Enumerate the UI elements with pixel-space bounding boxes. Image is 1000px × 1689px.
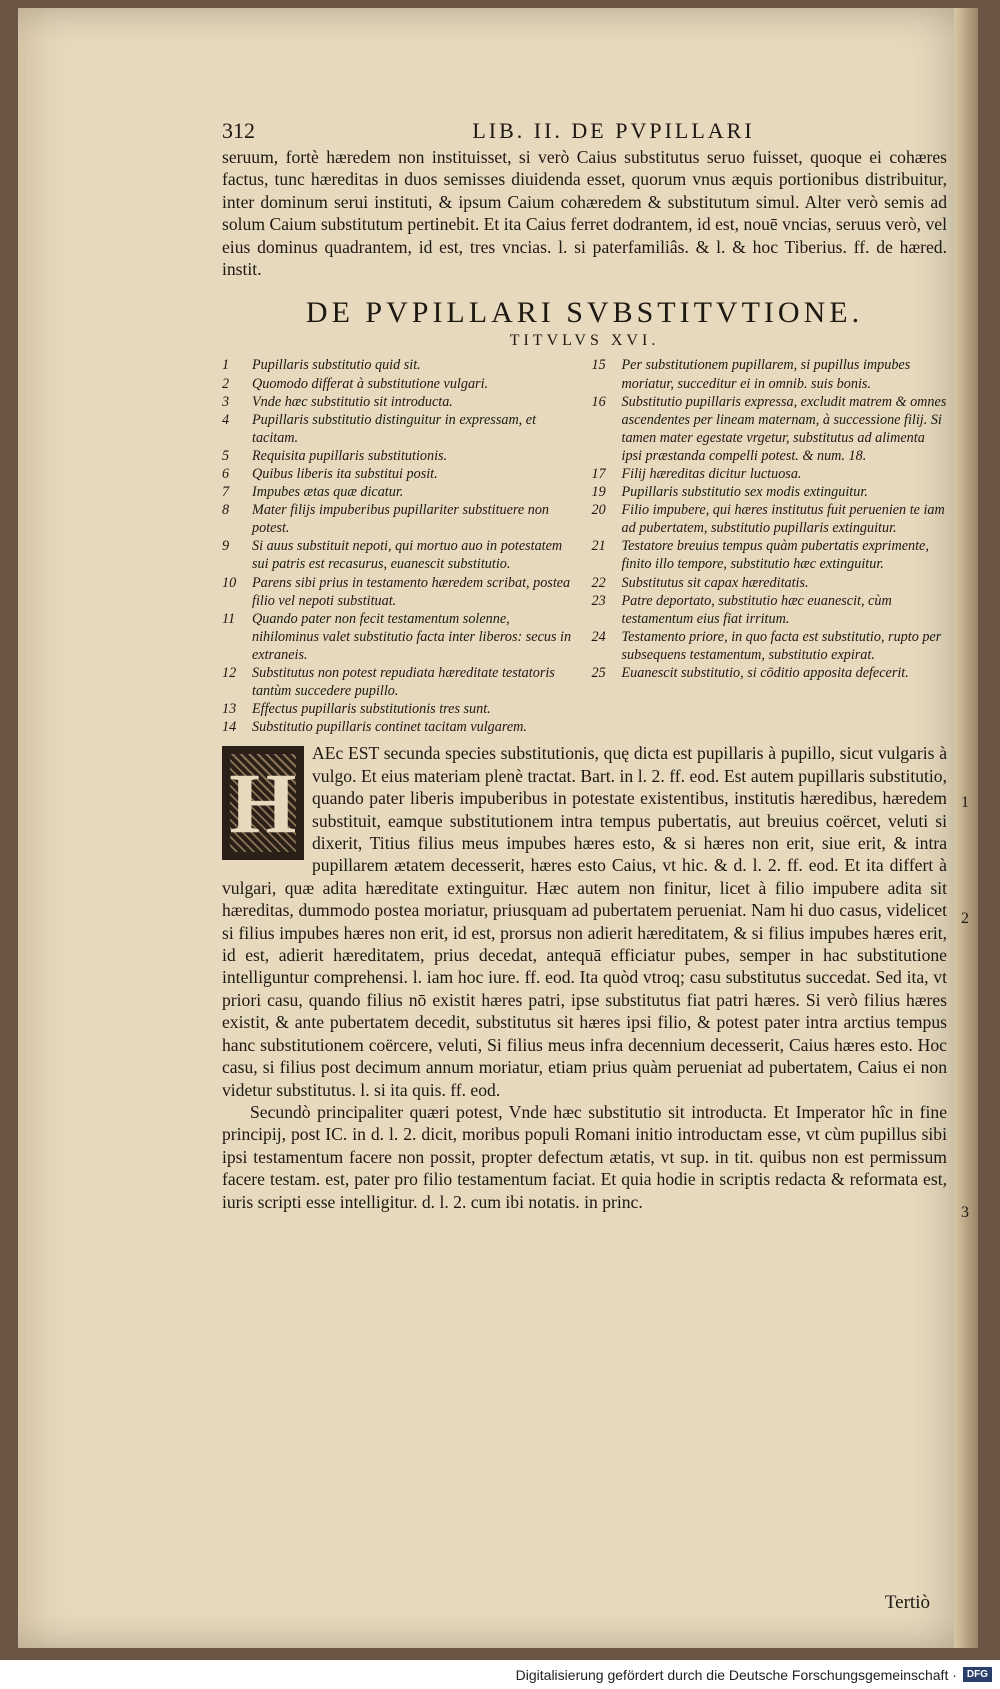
catchword: Tertiò <box>884 1592 930 1613</box>
summary-item-text: Per substitutionem pupillarem, si pupillus impubes moriatur, succeditur ei in omnib. suis bonis. <box>621 357 911 392</box>
summary-item-number: 15 <box>591 357 606 374</box>
summary-item-number: 2 <box>222 375 230 392</box>
summary-item <box>592 483 948 501</box>
summary-item-number: 17 <box>591 466 606 482</box>
summary-item <box>222 718 578 736</box>
main-text <box>222 742 969 1222</box>
summary-item-number: 6 <box>222 466 230 482</box>
footer-bar <box>0 1660 1000 1689</box>
folio-number: 312 <box>222 118 255 143</box>
summary-item <box>592 501 948 537</box>
summary-item-text: Mater filijs impuberibus pupillariter substituere non potest. <box>252 502 550 537</box>
summary-item-text: Parens sibi prius in testamento hæredem scribat, postea filio vel nepoti substituat. <box>252 574 571 609</box>
summary-item-text: Euanescit substitutio, si cōditio apposita defecerit. <box>621 665 909 682</box>
summary-item-number: 4 <box>222 411 230 428</box>
section-title: DE PVPILLARI SVBSTITVTIONE. <box>305 296 864 330</box>
summary-column-left <box>222 356 578 736</box>
summary-item <box>592 664 948 682</box>
summary-item-text: Vnde hæc substitutio sit introducta. <box>252 393 453 410</box>
summary-item-number: 20 <box>591 502 606 519</box>
summary-item-number: 13 <box>222 701 237 718</box>
summary-item-number: 21 <box>591 538 606 555</box>
opening-paragraph: seruum, fortè hæredem non instituisset, si verò Caius substitutus seruo fuisset, quoque ei cohæres factus, tunc hæreditas in duos semisses diuidenda esset, quorum vnus æquis portionibus distribuitur, inter dominum serui instituti, & ipsum Caium cohæredem & substitutum simul. Alter verò semis ad solum Caium substitutum pertinebit. Et ita Caius ferret dodrantem, id est, nouē vncias, seruus verò, vel eius dominus quadrantem, id est, tres vncias. l. si paterfamiliâs. & l. & hoc Tiberius. ff. de hæred. instit. <box>222 147 947 280</box>
summary-item <box>592 356 948 392</box>
summary-item <box>222 664 578 700</box>
main-paragraph-2: Secundò principaliter quæri potest, Vnde hæc substitutio sit introducta. Et Imperator hîc in fine principij, post IC. in d. l. 2. dicit, moribus populi Romani initio introductam esse, vt cùm pupillus sibi ipsi testamentum facere non possit, propter defectum ætatis, vt sup. in tit. quibus non est permissum facere testam. est, pater pro filio testamentum faciat. Et quia hodie in scriptis redacta & reformata est, iuris scripti esse intelligitur. d. l. 2. cum ibi notatis. in princ. <box>222 1101 947 1212</box>
margin-note: 1 <box>961 794 969 812</box>
summary-item-text: Effectus pupillaris substitutionis tres sunt. <box>252 701 491 718</box>
summary-item-text: Pupillaris substitutio quid sit. <box>252 357 421 374</box>
summary-item-number: 24 <box>591 628 606 645</box>
summary-item-number: 23 <box>591 592 606 609</box>
running-title: LIB. II. DE PVPILLARI <box>472 118 755 143</box>
summary-item-text: Quando pater non fecit testamentum solenne, nihilominus valet substitutio facta inter liberos: secus in extraneis. <box>252 610 572 663</box>
summary-item <box>222 411 578 447</box>
summary-item-number: 19 <box>591 484 606 501</box>
summary-item-number: 10 <box>222 574 237 591</box>
summary-item <box>222 465 578 483</box>
summary-item <box>222 375 578 393</box>
summary-item-text: Filij hæreditas dicitur luctuosa. <box>621 466 802 482</box>
section-subtitle: TITVLVS XVI. <box>509 332 660 350</box>
summary-column-right <box>592 356 948 736</box>
summary-item <box>592 465 948 483</box>
summary-item-text: Impubes ætas quæ dicatur. <box>252 484 404 501</box>
summary-item-number: 25 <box>591 665 606 682</box>
summary-item-number: 3 <box>222 393 230 410</box>
summary-item-text: Quomodo differat à substitutione vulgari. <box>252 375 489 392</box>
summary-item-text: Filio impubere, qui hæres institutus fuit peruenien te iam ad pubertatem, substitutio pupillaris extinguitur. <box>621 502 945 537</box>
summary-item <box>222 447 578 465</box>
page-edge <box>954 8 978 1648</box>
summary-item-number: 22 <box>591 574 606 591</box>
summary-item-number: 9 <box>222 538 230 555</box>
summary-item-number: 8 <box>222 502 230 519</box>
summary-item-number: 16 <box>591 393 606 410</box>
summary-item <box>592 537 948 573</box>
summary-item <box>222 393 578 411</box>
summary-item-text: Testatore breuius tempus quàm pubertatis exprimente, finito illo tempore, substitutio hæc extinguitur. <box>621 538 929 573</box>
main-paragraph-1: AEc EST secunda species substitutionis, quę dicta est pupillaris à pupillo, sicut vulgaris à vulgo. Et eius materiam plenè tractat. Bart. in l. 2. ff. eod. Est autem pupillaris substitutio, quando pater liberis impuberibus in potestate existentibus, institutis hæredibus, hæredem substituit, eamque substitutionem intra tempus pubertatis, aut breuius coërcet, veluti si dixerit, Titius filius meus impubes hæres esto, & si hæres non erit, siue erit, & intra pupillarem ætatem decesserit, hæres esto Caius, vt hic. & d. l. 2. ff. eod. Et ita differt à vulgari, quæ adita hæreditate extinguitur. Hæc autem non finitur, licet à filio impubere adita sit hæreditas, dummodo postea moriatur, priusquam ad pubertatem perueniat. Nam hi duo casus, videlicet si filius impubes hæres non erit, id est, prorsus non adierit hæreditatem, & si filius impubes hæres erit, id est, adierit hæreditatem, prius decedat, antequā efficiatur pubes, semper in hac substitutione intelliguntur comprehensi. l. iam hoc iure. ff. eod. Ita quòd vtroq; casu substitutus succedat. Sed ita, vt priori casu, quando filius nō existit hæres patri, ipse substitutus fiat patri hæres. Si verò filius hæres existit, & ante pubertatem decedit, substitutus sit hæres ipsi filio, & potest pater intra arctius tempus hanc substitutionem coërcere, veluti, Si filius meus infra decennium decesserit, Caius hæres esto. Hoc casu, si filius post decimum annum moriatur, etiam prius quàm perueniat ad pubertatem, Caius ei non videtur substitutus. l. si ita quis. ff. eod. <box>222 743 947 1100</box>
summary-item <box>592 592 948 628</box>
summary-item-text: Patre deportato, substitutio hæc euanescit, cùm testamentum eius fiat irritum. <box>621 592 892 627</box>
summary-list <box>222 356 947 736</box>
margin-note: 3 <box>961 1204 969 1222</box>
page-content <box>222 118 969 1222</box>
summary-item-text: Si auus substituit nepoti, qui mortuo auo in potestatem sui patris est recasurus, euanescit substitutio. <box>252 538 563 573</box>
summary-item-text: Quibus liberis ita substitui posit. <box>252 466 438 482</box>
summary-item-number: 5 <box>222 447 230 464</box>
summary-item-number: 12 <box>222 665 237 682</box>
summary-item-text: Substitutio pupillaris continet tacitam vulgarem. <box>252 719 527 736</box>
initial-letter: H <box>229 755 297 852</box>
summary-item <box>222 574 578 610</box>
summary-item <box>222 610 578 664</box>
summary-item <box>222 501 578 537</box>
summary-item-number: 11 <box>222 610 236 627</box>
summary-item-text: Pupillaris substitutio sex modis extinguitur. <box>621 484 868 501</box>
summary-item-text: Substitutus non potest repudiata hæreditate testatoris tantùm succedere pupillo. <box>252 665 555 700</box>
summary-item <box>592 628 948 664</box>
summary-item-text: Substitutus sit capax hæreditatis. <box>621 574 809 591</box>
summary-item <box>222 483 578 501</box>
summary-item-text: Pupillaris substitutio distinguitur in expressam, et tacitam. <box>252 411 537 446</box>
summary-item <box>222 537 578 573</box>
summary-item-text: Substitutio pupillaris expressa, excludit matrem & omnes ascendentes per lineam maternam, à successione filij. Si tamen mater egestate vrgetur, substitutus ad alimenta ipsi præstanda compelli potest. & num. 18. <box>621 393 947 464</box>
summary-item-number: 14 <box>222 719 237 736</box>
summary-item-number: 1 <box>222 357 230 374</box>
dfg-logo: DFG <box>963 1667 992 1682</box>
decorated-initial <box>222 746 304 860</box>
summary-item-number: 7 <box>222 484 230 501</box>
summary-item <box>222 356 578 374</box>
summary-item <box>592 574 948 592</box>
summary-item <box>592 393 948 465</box>
footer-credit: Digitalisierung gefördert durch die Deutsche Forschungsgemeinschaft · <box>515 1666 957 1683</box>
summary-item-text: Testamento priore, in quo facta est substitutio, rupto per subsequens testamentum, substitutio expirat. <box>621 628 942 663</box>
summary-item <box>222 700 578 718</box>
margin-note: 2 <box>961 910 969 928</box>
summary-item-text: Requisita pupillaris substitutionis. <box>252 447 448 464</box>
running-head <box>222 118 947 144</box>
